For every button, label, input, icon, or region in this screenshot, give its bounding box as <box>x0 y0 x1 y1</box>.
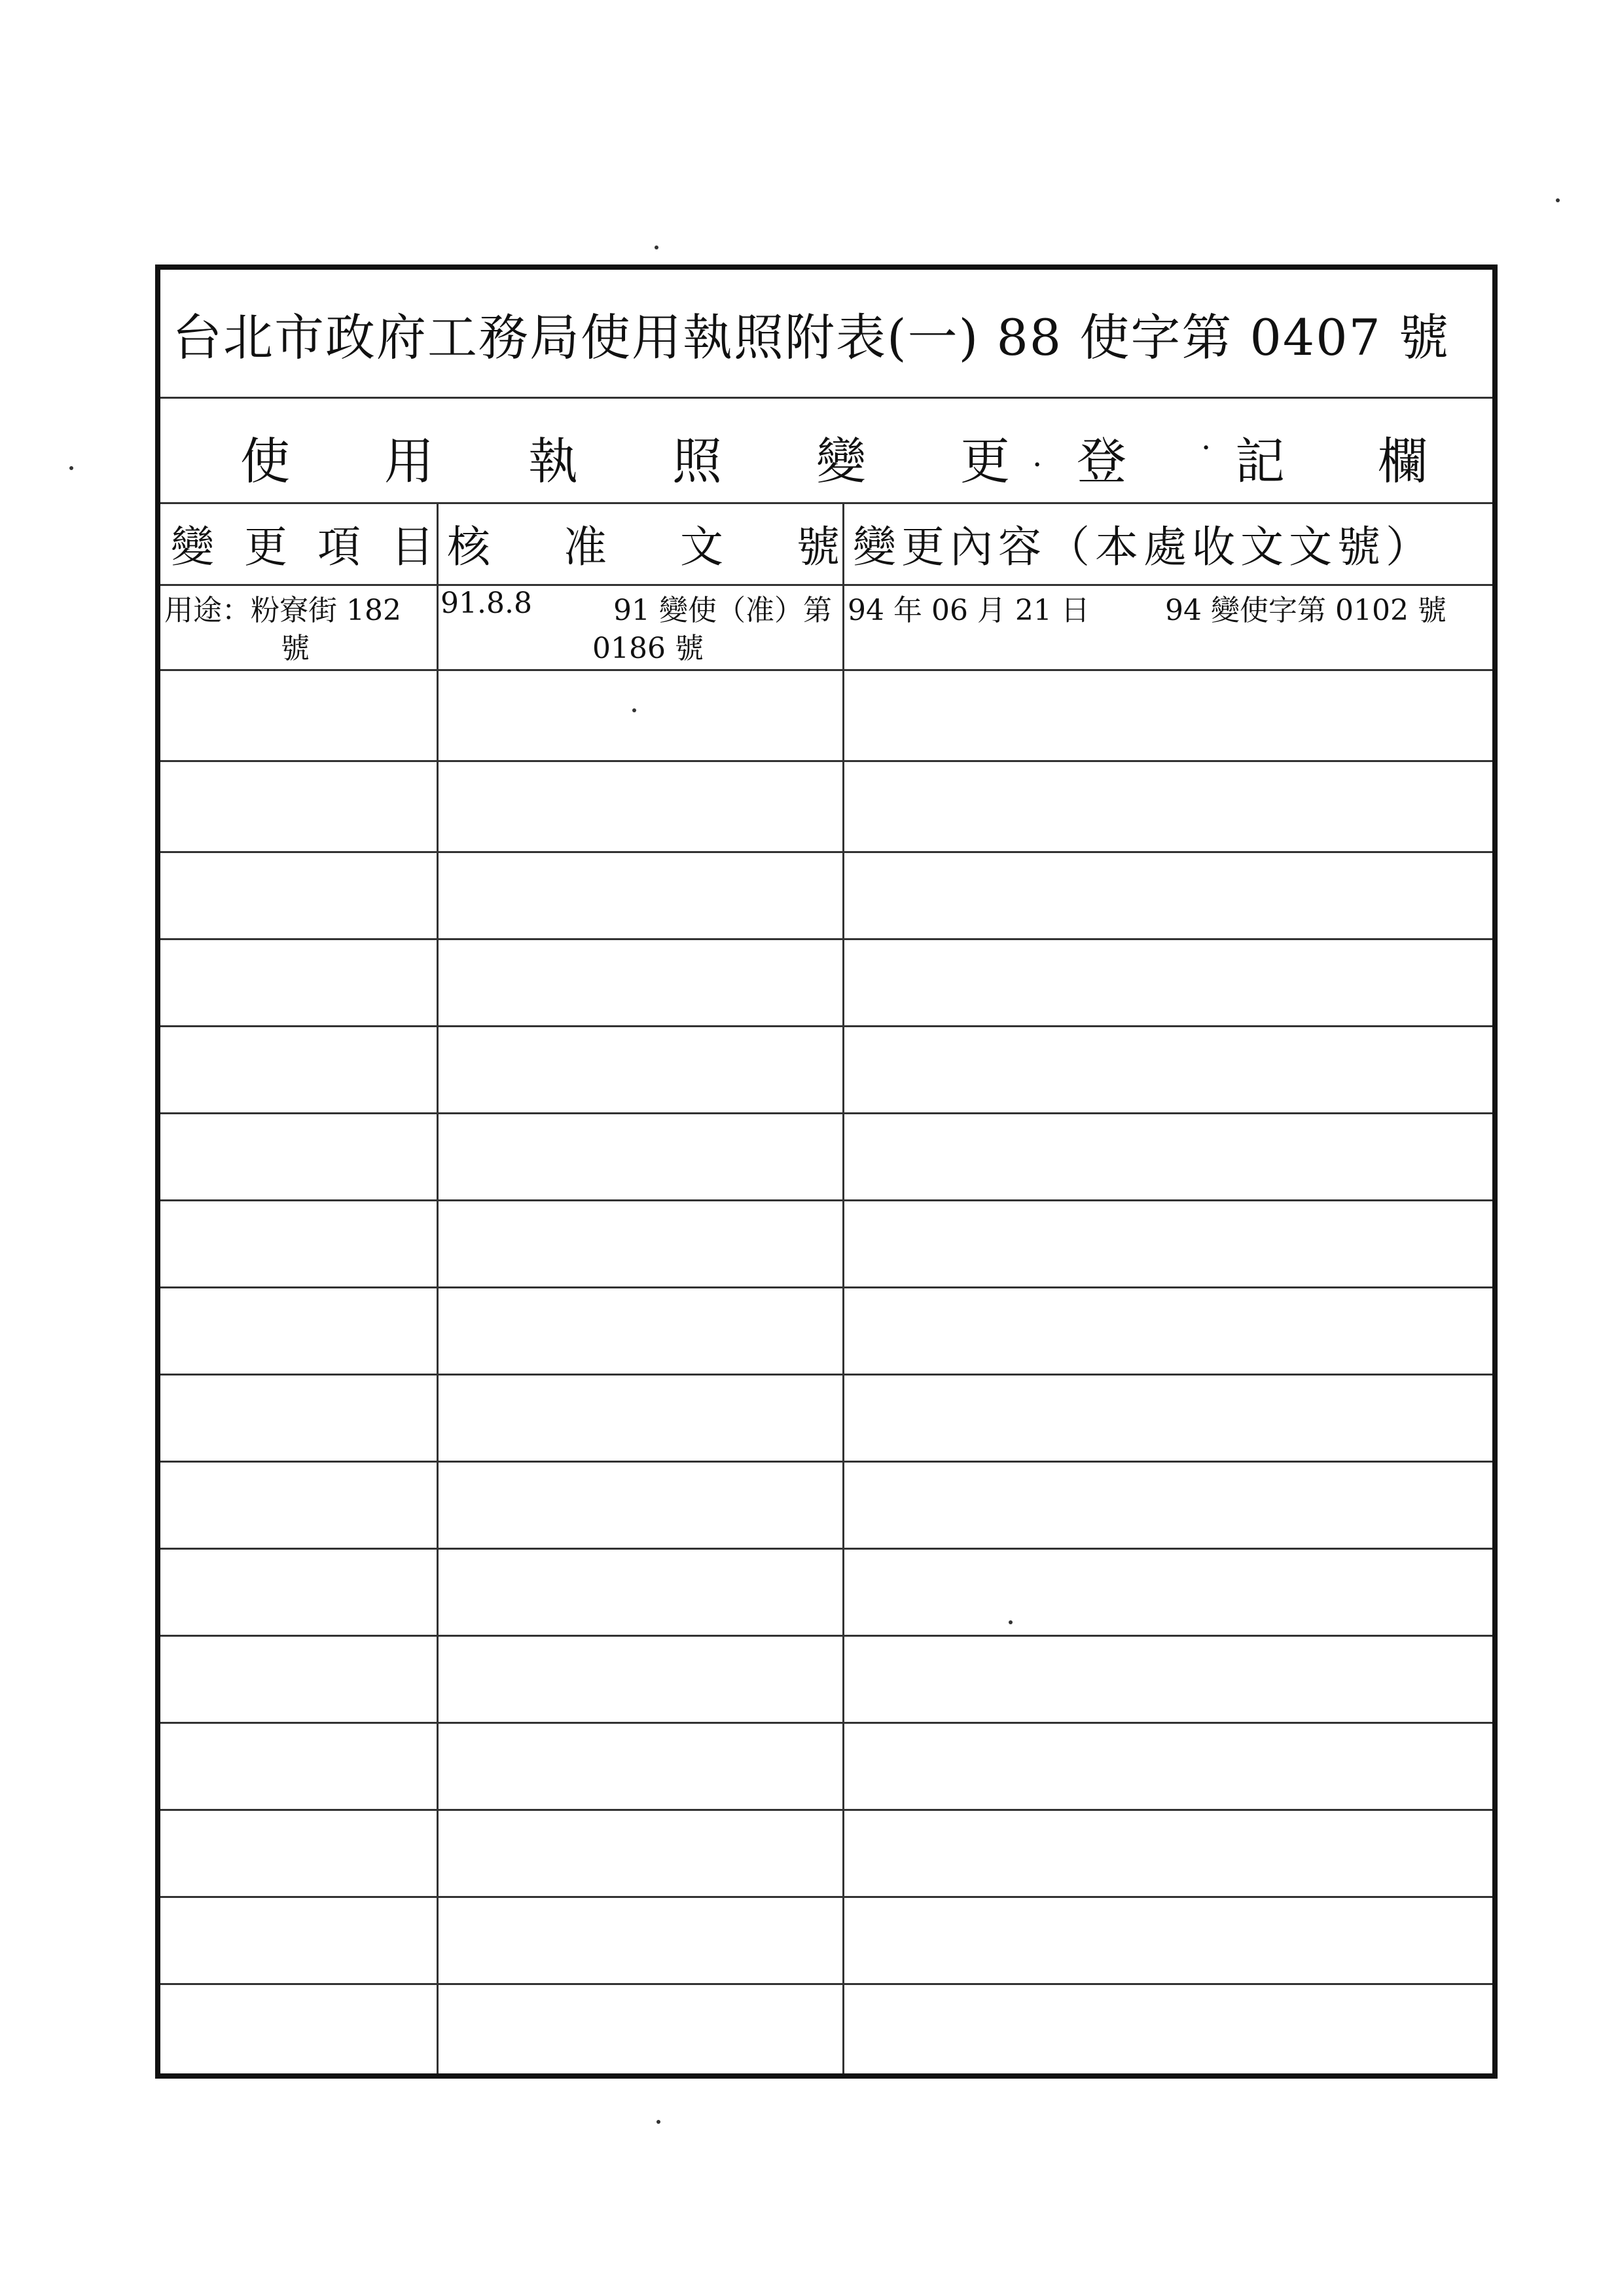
item-line-2: 號 <box>281 632 310 665</box>
subtitle-char: 登 <box>1077 432 1126 490</box>
row-divider <box>160 938 1492 940</box>
subtitle-char: 記 <box>1235 432 1285 490</box>
item-line-1: 用途：粉寮街 182 <box>164 594 401 627</box>
table-row <box>160 584 1492 669</box>
row-divider <box>160 1548 1492 1550</box>
row-divider <box>160 1025 1492 1027</box>
header-char: 變 <box>171 522 214 572</box>
header-char: 項 <box>317 522 361 572</box>
row-divider <box>160 669 1492 671</box>
change-date: 94 年 06 月 21 日 <box>848 594 1090 627</box>
subtitle-char: 用 <box>384 432 434 490</box>
subtitle-char: 照 <box>672 432 722 490</box>
header-char: 目 <box>391 522 434 572</box>
approval-number-line-2: 0186 號 <box>592 632 704 665</box>
row-divider <box>160 1286 1492 1288</box>
row-divider <box>160 1983 1492 1985</box>
scan-speck <box>655 246 658 249</box>
row-divider <box>160 1461 1492 1463</box>
subtitle-char: 更 <box>960 432 1010 490</box>
subtitle-dot: . <box>1032 437 1043 474</box>
document-title: 台北市政府工務局使用執照附表(一) 88 使字第 0407 號 <box>160 270 1492 399</box>
subtitle-char: 執 <box>528 432 578 490</box>
row-divider <box>160 851 1492 853</box>
scan-speck <box>656 2120 660 2124</box>
header-char: 文 <box>680 522 723 572</box>
approval-number-line-1: 91 變使（准）第 <box>613 594 832 627</box>
scan-speck <box>1556 198 1560 202</box>
header-change-item <box>171 502 434 584</box>
header-char: 准 <box>564 522 607 572</box>
row-divider <box>160 1896 1492 1898</box>
column-header-row <box>160 502 1492 586</box>
row-divider <box>160 1199 1492 1201</box>
header-char: 更 <box>244 522 287 572</box>
subtitle-char: 使 <box>240 432 290 490</box>
header-change-content: 變更內容（本處收文文號） <box>853 522 1434 572</box>
usage-license-change-table <box>155 264 1498 2079</box>
subtitle-char: 欄 <box>1378 432 1428 490</box>
row-divider <box>160 1374 1492 1376</box>
scan-speck <box>69 466 73 470</box>
header-char: 核 <box>447 522 490 572</box>
row-divider <box>160 1112 1492 1114</box>
approval-date: 91.8.8 <box>440 587 532 620</box>
row-divider <box>160 1635 1492 1637</box>
subtitle-char: 變 <box>816 432 866 490</box>
row-divider <box>160 760 1492 762</box>
scan-speck <box>632 708 636 712</box>
header-approval-number <box>447 502 840 584</box>
subtitle-dot: · <box>1201 429 1212 466</box>
scan-speck <box>1009 1620 1013 1624</box>
header-char: 號 <box>797 522 840 572</box>
row-divider <box>160 1809 1492 1811</box>
row-divider <box>160 1722 1492 1724</box>
section-subtitle <box>160 397 1492 504</box>
change-document-number: 94 變使字第 0102 號 <box>1165 594 1447 627</box>
